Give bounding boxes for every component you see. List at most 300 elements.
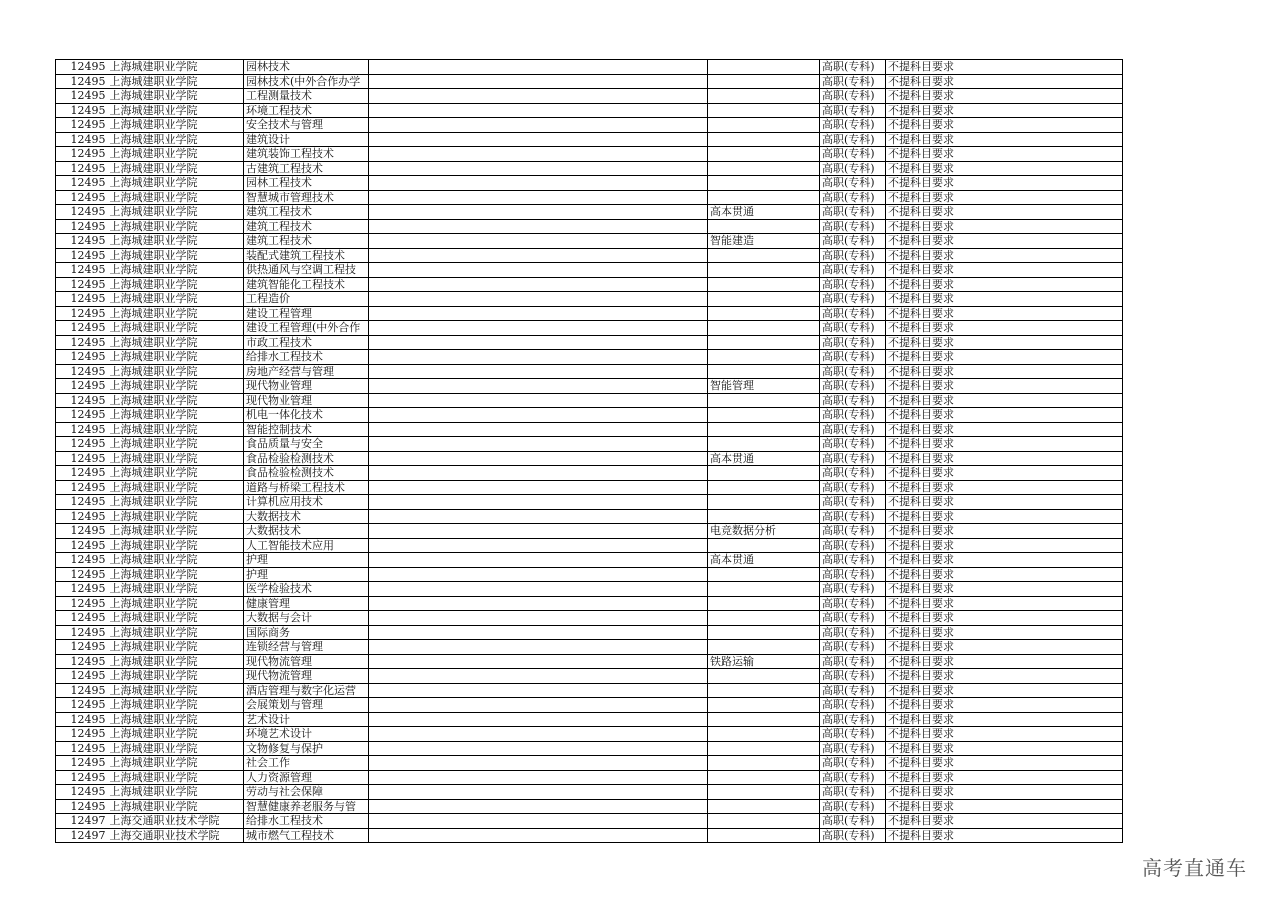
- empty-cell: [369, 234, 708, 249]
- table-row: [56, 205, 1123, 220]
- major-direction-cell: 高本贯通: [708, 451, 820, 466]
- school-code-cell: 12495: [56, 60, 108, 75]
- subject-requirement-cell: 不提科目要求: [886, 683, 1123, 698]
- level-cell: 高职(专科): [820, 509, 886, 524]
- school-code-cell: 12495: [56, 654, 108, 669]
- empty-cell: [369, 263, 708, 278]
- school-name-cell: 上海城建职业学院: [108, 480, 244, 495]
- subject-requirement-cell: 不提科目要求: [886, 553, 1123, 568]
- empty-cell: [369, 509, 708, 524]
- major-name-cell: 机电一体化技术: [244, 408, 369, 423]
- major-name-cell: 食品检验检测技术: [244, 451, 369, 466]
- empty-cell: [369, 176, 708, 191]
- subject-requirement-cell: 不提科目要求: [886, 712, 1123, 727]
- level-cell: 高职(专科): [820, 582, 886, 597]
- table-row: [56, 611, 1123, 626]
- major-direction-cell: 高本贯通: [708, 553, 820, 568]
- table-row: [56, 785, 1123, 800]
- major-direction-cell: [708, 306, 820, 321]
- school-code-cell: 12495: [56, 234, 108, 249]
- major-name-cell: 城市燃气工程技术: [244, 828, 369, 843]
- school-name-cell: 上海城建职业学院: [108, 321, 244, 336]
- school-name-cell: 上海城建职业学院: [108, 654, 244, 669]
- empty-cell: [369, 828, 708, 843]
- major-name-cell: 大数据技术: [244, 524, 369, 539]
- major-name-cell: 园林工程技术: [244, 176, 369, 191]
- major-name-cell: 园林技术(中外合作办学: [244, 74, 369, 89]
- major-direction-cell: [708, 712, 820, 727]
- subject-requirement-cell: 不提科目要求: [886, 480, 1123, 495]
- school-code-cell: 12495: [56, 74, 108, 89]
- major-name-cell: 护理: [244, 553, 369, 568]
- major-name-cell: 现代物业管理: [244, 393, 369, 408]
- major-name-cell: 现代物流管理: [244, 654, 369, 669]
- school-name-cell: 上海城建职业学院: [108, 176, 244, 191]
- school-name-cell: 上海城建职业学院: [108, 538, 244, 553]
- major-direction-cell: [708, 219, 820, 234]
- school-code-cell: 12495: [56, 292, 108, 307]
- major-name-cell: 环境艺术设计: [244, 727, 369, 742]
- table-row: [56, 147, 1123, 162]
- major-direction-cell: [708, 538, 820, 553]
- school-name-cell: 上海城建职业学院: [108, 698, 244, 713]
- school-code-cell: 12495: [56, 480, 108, 495]
- major-direction-cell: [708, 756, 820, 771]
- major-name-cell: 人力资源管理: [244, 770, 369, 785]
- major-direction-cell: [708, 60, 820, 75]
- subject-requirement-cell: 不提科目要求: [886, 219, 1123, 234]
- school-code-cell: 12495: [56, 263, 108, 278]
- school-code-cell: 12495: [56, 248, 108, 263]
- major-direction-cell: [708, 582, 820, 597]
- major-direction-cell: [708, 408, 820, 423]
- subject-requirement-cell: 不提科目要求: [886, 103, 1123, 118]
- subject-requirement-cell: 不提科目要求: [886, 466, 1123, 481]
- empty-cell: [369, 437, 708, 452]
- school-name-cell: 上海城建职业学院: [108, 625, 244, 640]
- level-cell: 高职(专科): [820, 248, 886, 263]
- major-direction-cell: [708, 770, 820, 785]
- subject-requirement-cell: 不提科目要求: [886, 393, 1123, 408]
- subject-requirement-cell: 不提科目要求: [886, 335, 1123, 350]
- major-name-cell: 工程造价: [244, 292, 369, 307]
- table-row: [56, 219, 1123, 234]
- table-row: [56, 408, 1123, 423]
- major-direction-cell: [708, 799, 820, 814]
- table-row: [56, 640, 1123, 655]
- major-name-cell: 建设工程管理: [244, 306, 369, 321]
- table-row: [56, 799, 1123, 814]
- empty-cell: [369, 538, 708, 553]
- subject-requirement-cell: 不提科目要求: [886, 509, 1123, 524]
- school-name-cell: 上海城建职业学院: [108, 756, 244, 771]
- subject-requirement-cell: 不提科目要求: [886, 190, 1123, 205]
- subject-requirement-cell: 不提科目要求: [886, 147, 1123, 162]
- level-cell: 高职(专科): [820, 524, 886, 539]
- school-code-cell: 12495: [56, 350, 108, 365]
- major-name-cell: 装配式建筑工程技术: [244, 248, 369, 263]
- subject-requirement-cell: 不提科目要求: [886, 292, 1123, 307]
- school-code-cell: 12495: [56, 553, 108, 568]
- empty-cell: [369, 393, 708, 408]
- level-cell: 高职(专科): [820, 60, 886, 75]
- table-row: [56, 596, 1123, 611]
- school-name-cell: 上海城建职业学院: [108, 103, 244, 118]
- school-name-cell: 上海城建职业学院: [108, 74, 244, 89]
- school-name-cell: 上海交通职业技术学院: [108, 828, 244, 843]
- school-name-cell: 上海城建职业学院: [108, 596, 244, 611]
- subject-requirement-cell: 不提科目要求: [886, 669, 1123, 684]
- school-code-cell: 12495: [56, 277, 108, 292]
- major-name-cell: 健康管理: [244, 596, 369, 611]
- level-cell: 高职(专科): [820, 234, 886, 249]
- level-cell: 高职(专科): [820, 712, 886, 727]
- subject-requirement-cell: 不提科目要求: [886, 118, 1123, 133]
- major-direction-cell: [708, 190, 820, 205]
- major-direction-cell: [708, 277, 820, 292]
- school-name-cell: 上海城建职业学院: [108, 524, 244, 539]
- level-cell: 高职(专科): [820, 553, 886, 568]
- major-name-cell: 工程测量技术: [244, 89, 369, 104]
- school-name-cell: 上海城建职业学院: [108, 669, 244, 684]
- school-name-cell: 上海城建职业学院: [108, 60, 244, 75]
- admission-table: [55, 59, 1123, 843]
- table-row: [56, 683, 1123, 698]
- major-direction-cell: [708, 103, 820, 118]
- school-code-cell: 12495: [56, 640, 108, 655]
- school-name-cell: 上海城建职业学院: [108, 219, 244, 234]
- empty-cell: [369, 466, 708, 481]
- table-row: [56, 176, 1123, 191]
- empty-cell: [369, 408, 708, 423]
- subject-requirement-cell: 不提科目要求: [886, 161, 1123, 176]
- major-name-cell: 给排水工程技术: [244, 350, 369, 365]
- school-name-cell: 上海城建职业学院: [108, 437, 244, 452]
- table-row: [56, 495, 1123, 510]
- table-row: [56, 132, 1123, 147]
- empty-cell: [369, 89, 708, 104]
- school-code-cell: 12495: [56, 756, 108, 771]
- major-direction-cell: [708, 495, 820, 510]
- major-direction-cell: [708, 814, 820, 829]
- level-cell: 高职(专科): [820, 756, 886, 771]
- school-code-cell: 12495: [56, 176, 108, 191]
- major-name-cell: 食品检验检测技术: [244, 466, 369, 481]
- major-direction-cell: [708, 350, 820, 365]
- major-direction-cell: [708, 422, 820, 437]
- school-name-cell: 上海城建职业学院: [108, 741, 244, 756]
- subject-requirement-cell: 不提科目要求: [886, 567, 1123, 582]
- table-row: [56, 741, 1123, 756]
- subject-requirement-cell: 不提科目要求: [886, 524, 1123, 539]
- subject-requirement-cell: 不提科目要求: [886, 770, 1123, 785]
- empty-cell: [369, 698, 708, 713]
- school-name-cell: 上海城建职业学院: [108, 683, 244, 698]
- empty-cell: [369, 132, 708, 147]
- major-name-cell: 现代物业管理: [244, 379, 369, 394]
- school-name-cell: 上海城建职业学院: [108, 770, 244, 785]
- major-name-cell: 酒店管理与数字化运营: [244, 683, 369, 698]
- major-name-cell: 建设工程管理(中外合作: [244, 321, 369, 336]
- table-row: [56, 524, 1123, 539]
- empty-cell: [369, 118, 708, 133]
- empty-cell: [369, 335, 708, 350]
- school-name-cell: 上海城建职业学院: [108, 727, 244, 742]
- level-cell: 高职(专科): [820, 321, 886, 336]
- table-row: [56, 379, 1123, 394]
- subject-requirement-cell: 不提科目要求: [886, 828, 1123, 843]
- school-name-cell: 上海城建职业学院: [108, 292, 244, 307]
- table-row: [56, 89, 1123, 104]
- empty-cell: [369, 741, 708, 756]
- empty-cell: [369, 60, 708, 75]
- level-cell: 高职(专科): [820, 698, 886, 713]
- level-cell: 高职(专科): [820, 611, 886, 626]
- table-row: [56, 277, 1123, 292]
- subject-requirement-cell: 不提科目要求: [886, 74, 1123, 89]
- subject-requirement-cell: 不提科目要求: [886, 132, 1123, 147]
- major-name-cell: 智慧健康养老服务与管: [244, 799, 369, 814]
- table-row: [56, 538, 1123, 553]
- level-cell: 高职(专科): [820, 176, 886, 191]
- school-name-cell: 上海城建职业学院: [108, 393, 244, 408]
- table-row: [56, 190, 1123, 205]
- empty-cell: [369, 219, 708, 234]
- table-row: [56, 553, 1123, 568]
- school-name-cell: 上海城建职业学院: [108, 190, 244, 205]
- school-code-cell: 12495: [56, 582, 108, 597]
- table-row: [56, 364, 1123, 379]
- major-name-cell: 建筑工程技术: [244, 219, 369, 234]
- school-name-cell: 上海城建职业学院: [108, 234, 244, 249]
- level-cell: 高职(专科): [820, 466, 886, 481]
- empty-cell: [369, 770, 708, 785]
- level-cell: 高职(专科): [820, 814, 886, 829]
- level-cell: 高职(专科): [820, 785, 886, 800]
- major-direction-cell: [708, 248, 820, 263]
- empty-cell: [369, 785, 708, 800]
- empty-cell: [369, 321, 708, 336]
- school-name-cell: 上海城建职业学院: [108, 263, 244, 278]
- subject-requirement-cell: 不提科目要求: [886, 437, 1123, 452]
- major-direction-cell: 铁路运输: [708, 654, 820, 669]
- school-name-cell: 上海城建职业学院: [108, 277, 244, 292]
- major-name-cell: 国际商务: [244, 625, 369, 640]
- school-name-cell: 上海城建职业学院: [108, 640, 244, 655]
- table-row: [56, 393, 1123, 408]
- major-name-cell: 房地产经营与管理: [244, 364, 369, 379]
- major-name-cell: 道路与桥梁工程技术: [244, 480, 369, 495]
- major-name-cell: 艺术设计: [244, 712, 369, 727]
- empty-cell: [369, 553, 708, 568]
- major-name-cell: 文物修复与保护: [244, 741, 369, 756]
- subject-requirement-cell: 不提科目要求: [886, 785, 1123, 800]
- level-cell: 高职(专科): [820, 190, 886, 205]
- empty-cell: [369, 277, 708, 292]
- school-name-cell: 上海城建职业学院: [108, 379, 244, 394]
- level-cell: 高职(专科): [820, 640, 886, 655]
- subject-requirement-cell: 不提科目要求: [886, 582, 1123, 597]
- major-direction-cell: [708, 828, 820, 843]
- major-name-cell: 社会工作: [244, 756, 369, 771]
- table-row: [56, 74, 1123, 89]
- empty-cell: [369, 625, 708, 640]
- table-row: [56, 654, 1123, 669]
- table-body: [56, 60, 1123, 843]
- empty-cell: [369, 350, 708, 365]
- school-code-cell: 12495: [56, 799, 108, 814]
- major-direction-cell: [708, 292, 820, 307]
- major-direction-cell: 电竞数据分析: [708, 524, 820, 539]
- school-code-cell: 12495: [56, 408, 108, 423]
- school-code-cell: 12495: [56, 321, 108, 336]
- empty-cell: [369, 814, 708, 829]
- level-cell: 高职(专科): [820, 205, 886, 220]
- subject-requirement-cell: 不提科目要求: [886, 350, 1123, 365]
- empty-cell: [369, 567, 708, 582]
- major-name-cell: 食品质量与安全: [244, 437, 369, 452]
- school-code-cell: 12495: [56, 495, 108, 510]
- major-name-cell: 建筑工程技术: [244, 234, 369, 249]
- major-name-cell: 连锁经营与管理: [244, 640, 369, 655]
- table-row: [56, 234, 1123, 249]
- school-name-cell: 上海城建职业学院: [108, 509, 244, 524]
- level-cell: 高职(专科): [820, 263, 886, 278]
- subject-requirement-cell: 不提科目要求: [886, 727, 1123, 742]
- school-code-cell: 12495: [56, 161, 108, 176]
- empty-cell: [369, 379, 708, 394]
- level-cell: 高职(专科): [820, 364, 886, 379]
- major-name-cell: 建筑设计: [244, 132, 369, 147]
- subject-requirement-cell: 不提科目要求: [886, 422, 1123, 437]
- subject-requirement-cell: 不提科目要求: [886, 741, 1123, 756]
- major-name-cell: 环境工程技术: [244, 103, 369, 118]
- level-cell: 高职(专科): [820, 335, 886, 350]
- major-direction-cell: [708, 132, 820, 147]
- school-name-cell: 上海城建职业学院: [108, 785, 244, 800]
- watermark-logo: 高考直通车: [1142, 856, 1247, 880]
- school-name-cell: 上海城建职业学院: [108, 553, 244, 568]
- table-row: [56, 698, 1123, 713]
- major-name-cell: 医学检验技术: [244, 582, 369, 597]
- school-code-cell: 12495: [56, 596, 108, 611]
- level-cell: 高职(专科): [820, 770, 886, 785]
- major-name-cell: 安全技术与管理: [244, 118, 369, 133]
- level-cell: 高职(专科): [820, 89, 886, 104]
- major-direction-cell: [708, 785, 820, 800]
- level-cell: 高职(专科): [820, 669, 886, 684]
- subject-requirement-cell: 不提科目要求: [886, 640, 1123, 655]
- subject-requirement-cell: 不提科目要求: [886, 205, 1123, 220]
- major-name-cell: 古建筑工程技术: [244, 161, 369, 176]
- school-code-cell: 12497: [56, 828, 108, 843]
- school-code-cell: 12497: [56, 814, 108, 829]
- subject-requirement-cell: 不提科目要求: [886, 364, 1123, 379]
- major-name-cell: 会展策划与管理: [244, 698, 369, 713]
- subject-requirement-cell: 不提科目要求: [886, 277, 1123, 292]
- school-name-cell: 上海城建职业学院: [108, 364, 244, 379]
- school-code-cell: 12495: [56, 437, 108, 452]
- subject-requirement-cell: 不提科目要求: [886, 814, 1123, 829]
- subject-requirement-cell: 不提科目要求: [886, 89, 1123, 104]
- major-direction-cell: [708, 147, 820, 162]
- table-row: [56, 582, 1123, 597]
- level-cell: 高职(专科): [820, 103, 886, 118]
- school-name-cell: 上海城建职业学院: [108, 335, 244, 350]
- table-row: [56, 103, 1123, 118]
- school-name-cell: 上海城建职业学院: [108, 147, 244, 162]
- school-code-cell: 12495: [56, 625, 108, 640]
- major-direction-cell: [708, 74, 820, 89]
- school-name-cell: 上海城建职业学院: [108, 422, 244, 437]
- major-name-cell: 建筑智能化工程技术: [244, 277, 369, 292]
- school-code-cell: 12495: [56, 770, 108, 785]
- level-cell: 高职(专科): [820, 538, 886, 553]
- school-code-cell: 12495: [56, 103, 108, 118]
- subject-requirement-cell: 不提科目要求: [886, 596, 1123, 611]
- empty-cell: [369, 147, 708, 162]
- major-name-cell: 大数据与会计: [244, 611, 369, 626]
- school-name-cell: 上海城建职业学院: [108, 799, 244, 814]
- major-direction-cell: 智能管理: [708, 379, 820, 394]
- level-cell: 高职(专科): [820, 828, 886, 843]
- subject-requirement-cell: 不提科目要求: [886, 756, 1123, 771]
- major-direction-cell: [708, 364, 820, 379]
- table-row: [56, 350, 1123, 365]
- major-direction-cell: [708, 698, 820, 713]
- subject-requirement-cell: 不提科目要求: [886, 654, 1123, 669]
- school-name-cell: 上海城建职业学院: [108, 306, 244, 321]
- level-cell: 高职(专科): [820, 625, 886, 640]
- subject-requirement-cell: 不提科目要求: [886, 248, 1123, 263]
- school-code-cell: 12495: [56, 524, 108, 539]
- level-cell: 高职(专科): [820, 219, 886, 234]
- table-row: [56, 118, 1123, 133]
- table-row: [56, 756, 1123, 771]
- major-direction-cell: [708, 393, 820, 408]
- empty-cell: [369, 161, 708, 176]
- subject-requirement-cell: 不提科目要求: [886, 698, 1123, 713]
- school-name-cell: 上海城建职业学院: [108, 248, 244, 263]
- subject-requirement-cell: 不提科目要求: [886, 538, 1123, 553]
- major-direction-cell: [708, 89, 820, 104]
- major-direction-cell: 智能建造: [708, 234, 820, 249]
- empty-cell: [369, 292, 708, 307]
- level-cell: 高职(专科): [820, 495, 886, 510]
- empty-cell: [369, 451, 708, 466]
- empty-cell: [369, 669, 708, 684]
- major-name-cell: 供热通风与空调工程技: [244, 263, 369, 278]
- empty-cell: [369, 248, 708, 263]
- school-name-cell: 上海城建职业学院: [108, 611, 244, 626]
- major-direction-cell: [708, 509, 820, 524]
- school-code-cell: 12495: [56, 306, 108, 321]
- empty-cell: [369, 524, 708, 539]
- subject-requirement-cell: 不提科目要求: [886, 625, 1123, 640]
- subject-requirement-cell: 不提科目要求: [886, 321, 1123, 336]
- school-name-cell: 上海城建职业学院: [108, 89, 244, 104]
- major-name-cell: 现代物流管理: [244, 669, 369, 684]
- school-code-cell: 12495: [56, 785, 108, 800]
- major-direction-cell: [708, 669, 820, 684]
- major-direction-cell: [708, 321, 820, 336]
- subject-requirement-cell: 不提科目要求: [886, 263, 1123, 278]
- table-row: [56, 292, 1123, 307]
- school-name-cell: 上海城建职业学院: [108, 132, 244, 147]
- major-direction-cell: [708, 567, 820, 582]
- major-name-cell: 建筑工程技术: [244, 205, 369, 220]
- level-cell: 高职(专科): [820, 422, 886, 437]
